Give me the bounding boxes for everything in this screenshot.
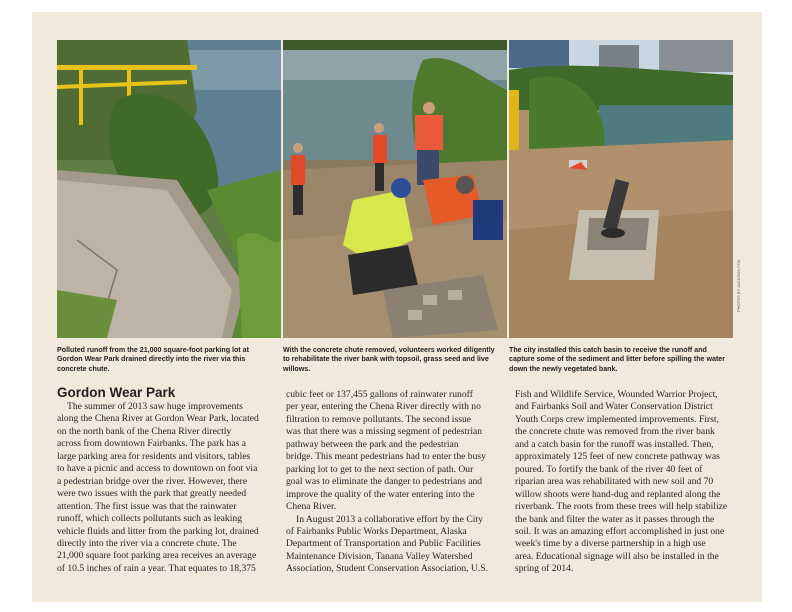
body-line: of Fairbanks Public Works Department, Alaska <box>286 525 467 537</box>
body-line: area. Educational signage will also be installed in the <box>515 550 719 562</box>
body-line: riverbank. The roots from these trees will help stabilize <box>515 501 728 513</box>
body-line: the bank and filter the water as it passes through the <box>515 513 715 525</box>
caption-catch-basin: The city installed this catch basin to receive the runoff and capture some of the sediment and litter before spilling the water down the newly vegetated bank. <box>509 346 726 373</box>
body-line: per year, entering the Chena River directly with no <box>286 401 481 413</box>
body-column-1 <box>57 401 275 575</box>
photo-volunteers <box>283 40 507 338</box>
body-column-2 <box>286 389 504 576</box>
caption-volunteers: With the concrete chute removed, volunteers worked diligently to rehabilitate the river bank with topsoil, grass seed and live willows. <box>283 346 495 373</box>
body-line: Youth Corps crew implemented improvements. First, <box>515 413 719 425</box>
body-line: improve the quality of the water entering into the <box>286 488 475 500</box>
body-line: vehicle fluids and litter from the parking lot, drained <box>57 525 259 537</box>
body-line: and Fairbanks Soil and Water Conservation District <box>515 401 713 413</box>
body-line: bridge. This meant pedestrians had to enter the busy <box>286 451 486 463</box>
body-line: on the north bank of the Chena River directly <box>57 425 232 437</box>
photo-credit: PHOTOS BY JACKSON FOX <box>736 259 741 312</box>
body-line: cubic feet or 137,455 gallons of rainwater runoff <box>286 389 473 400</box>
body-line: along the Chena River at Gordon Wear Park, located <box>57 413 259 425</box>
caption-concrete-chute: Polluted runoff from the 21,000 square-foot parking lot at Gordon Wear Park drained directly into the river via this concrete chute. <box>57 346 249 373</box>
body-line: across from downtown Fairbanks. The park has a <box>57 438 246 450</box>
body-line: attention. The first issue was that the rainwater <box>57 500 237 512</box>
photo-concrete-chute <box>57 40 281 338</box>
body-line: goal was to eliminate the danger to pedestrians and <box>286 476 483 488</box>
body-line: Maintenance Division, Tanana Valley Watershed <box>286 550 473 562</box>
article-page <box>32 12 762 602</box>
body-line: runoff, which collects pollutants such as leaking <box>57 513 242 525</box>
body-line: spring of 2014. <box>515 563 574 575</box>
body-line: the concrete chute was removed from the river bank <box>515 426 715 438</box>
body-line: a pedestrian bridge over the river. However, there <box>57 475 248 487</box>
body-line: Fish and Wildlife Service, Wounded Warrior Project, <box>515 389 718 400</box>
body-line: In August 2013 a collaborative effort by the City <box>296 513 483 525</box>
body-line: 21,000 square foot parking area receives an average <box>57 550 257 562</box>
body-line: poured. To fortify the bank of the river 40 feet of <box>515 463 703 475</box>
body-line: approximately 125 feet of new concrete pathway was <box>515 451 720 463</box>
concrete-chute-image <box>57 40 281 338</box>
body-line: riparian area was rehabilitated with new soil and 70 <box>515 476 714 488</box>
catch-basin-image <box>509 40 733 338</box>
body-line: Department of Transportation and Public Facilities <box>286 538 481 550</box>
body-line: were two issues with the park that greatly needed <box>57 488 247 500</box>
body-line: directly into the river via a concrete chute. The <box>57 537 237 549</box>
body-line: and a catch basin for the runoff was installed. Then, <box>515 438 714 450</box>
article-heading: Gordon Wear Park <box>57 385 176 400</box>
body-line: soil. It was an amazing effort accomplished in just one <box>515 525 725 537</box>
body-line: week's time by a diverse partnership in a high use <box>515 538 706 550</box>
body-line: willow shoots were hand-dug and replanted along the <box>515 488 721 500</box>
body-line: parking lot to get to the next section of path. Our <box>286 463 474 475</box>
body-line: Association, Student Conservation Association, U.S. <box>286 563 488 575</box>
body-line: of 10.5 inches of rain a year. That equates to 18,375 <box>57 562 256 574</box>
body-line: Chena River. <box>286 501 337 513</box>
body-line: large parking area for residents and visitors, tables <box>57 450 251 462</box>
body-line: pathway between the park and the pedestrian <box>286 438 459 450</box>
body-line: to have a picnic and access to downtown on foot via <box>57 463 258 475</box>
body-line: The summer of 2013 saw huge improvements <box>67 401 243 412</box>
volunteers-image <box>283 40 507 338</box>
photo-catch-basin <box>509 40 733 338</box>
body-line: filtration to remove pollutants. The second issue <box>286 413 471 425</box>
body-line: was that there was a missing segment of pedestrian <box>286 426 483 438</box>
body-column-3 <box>515 389 733 576</box>
